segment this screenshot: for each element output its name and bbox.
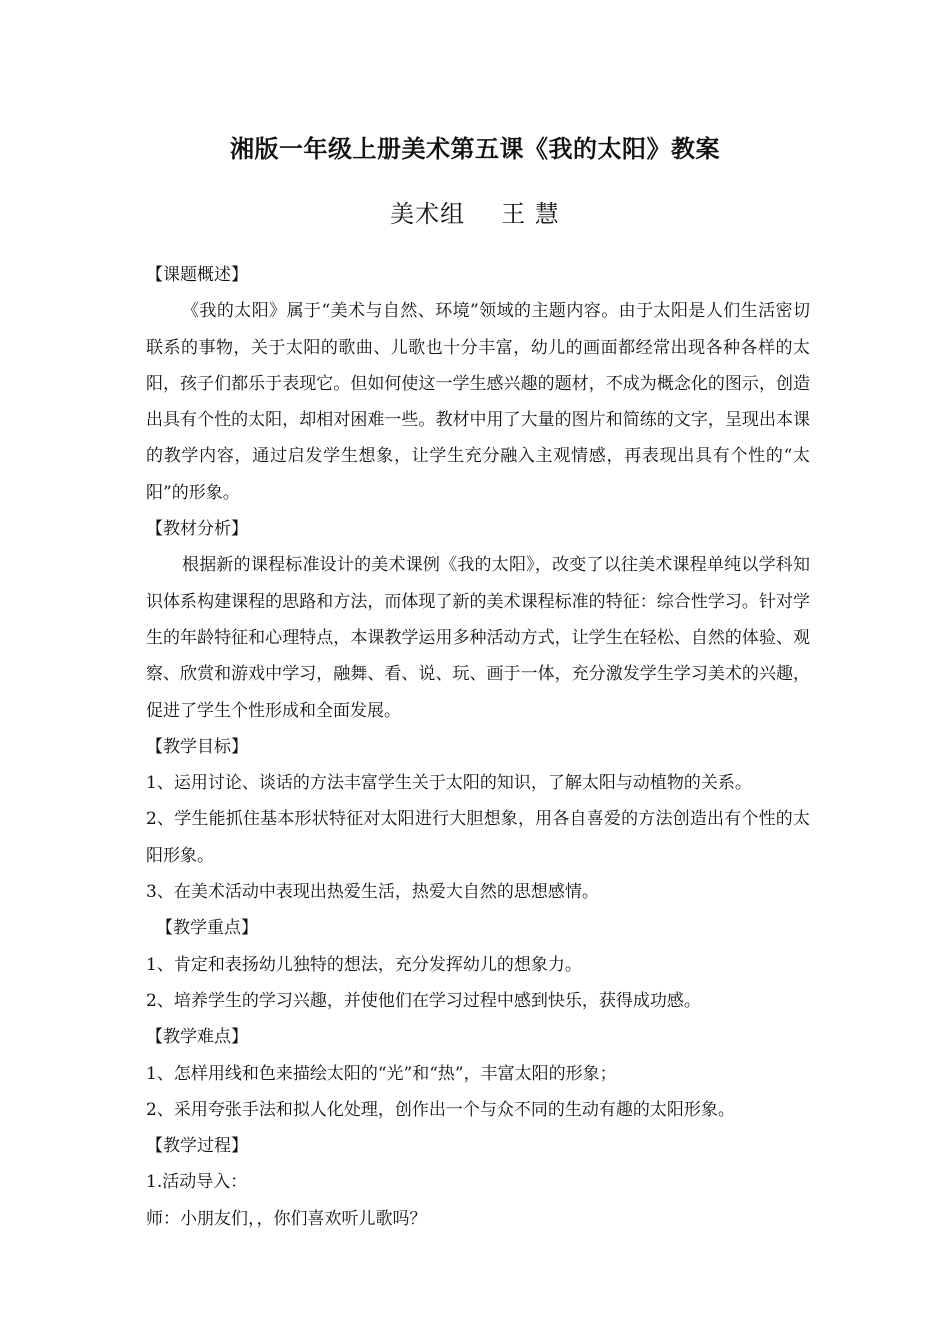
key-point-item: 1、肯定和表扬幼儿独特的想法，充分发挥幼儿的想象力。 (146, 954, 582, 975)
section-heading-process: 【教学过程】 (146, 1136, 248, 1157)
document-author (0, 196, 950, 232)
section-heading-analysis: 【教材分析】 (146, 519, 248, 540)
goal-item: 1、运用讨论、谈话的方法丰富学生关于太阳的知识，了解太阳与动植物的关系。 (146, 773, 752, 794)
author-group: 美术组 (390, 200, 466, 228)
goal-item: 3、在美术活动中表现出热爱生活，热爱大自然的思想感情。 (146, 882, 599, 903)
section-heading-difficulties: 【教学难点】 (146, 1027, 248, 1048)
goal-item: 2、学生能抓住基本形状特征对太阳进行大胆想象，用各自喜爱的方法创造出有个性的太阳形象。 (146, 809, 810, 866)
section-heading-overview: 【课题概述】 (146, 265, 248, 285)
analysis-paragraph: 根据新的课程标准设计的美术课例《我的太阳》，改变了以往美术课程单纯以学科知识体系构建课程的思路和方法，而体现了新的美术课程标准的特征：综合性学习。针对学生的年龄特征和心理特点，本课教学运用多种活动方式，让学生在轻松、自然的体验、观察、欣赏和游戏中学习，融舞、看、说、玩、画于一体，充分激发学生学习美术的兴趣，促进了学生个性形成和全面发展。 (146, 555, 810, 721)
section-heading-key-points: 【教学重点】 (156, 918, 258, 939)
process-dialogue: 师：小朋友们，，你们喜欢听儿歌吗？ (146, 1208, 427, 1229)
author-name: 王 慧 (501, 200, 560, 228)
key-point-item: 2、培养学生的学习兴趣，并使他们在学习过程中感到快乐，获得成功感。 (146, 990, 701, 1011)
document-body (146, 257, 810, 1237)
document-title: 湘版一年级上册美术第五课《我的太阳》教案 (230, 135, 720, 163)
difficulty-item: 1、怎样用线和色来描绘太阳的“光”和“热”，丰富太阳的形象； (146, 1063, 617, 1084)
section-heading-goals: 【教学目标】 (146, 736, 248, 757)
difficulty-item: 2、采用夸张手法和拟人化处理，创作出一个与众不同的生动有趣的太阳形象。 (146, 1099, 735, 1120)
process-step: 1.活动导入： (146, 1172, 248, 1193)
overview-paragraph: 《我的太阳》属于“美术与自然、环境”领域的主题内容。由于太阳是人们生活密切联系的事物，关于太阳的歌曲、儿歌也十分丰富，幼儿的画面都经常出现各种各样的太阳，孩子们都乐于表现它。但如何使这一学生感兴趣的题材，不成为概念化的图示，创造出具有个性的太阳，却相对困难一些。教材中用了大量的图片和简练的文字，呈现出本课的教学内容，通过启发学生想象，让学生充分融入主观情感，再表现出具有个性的“太阳”的形象。 (146, 301, 810, 503)
